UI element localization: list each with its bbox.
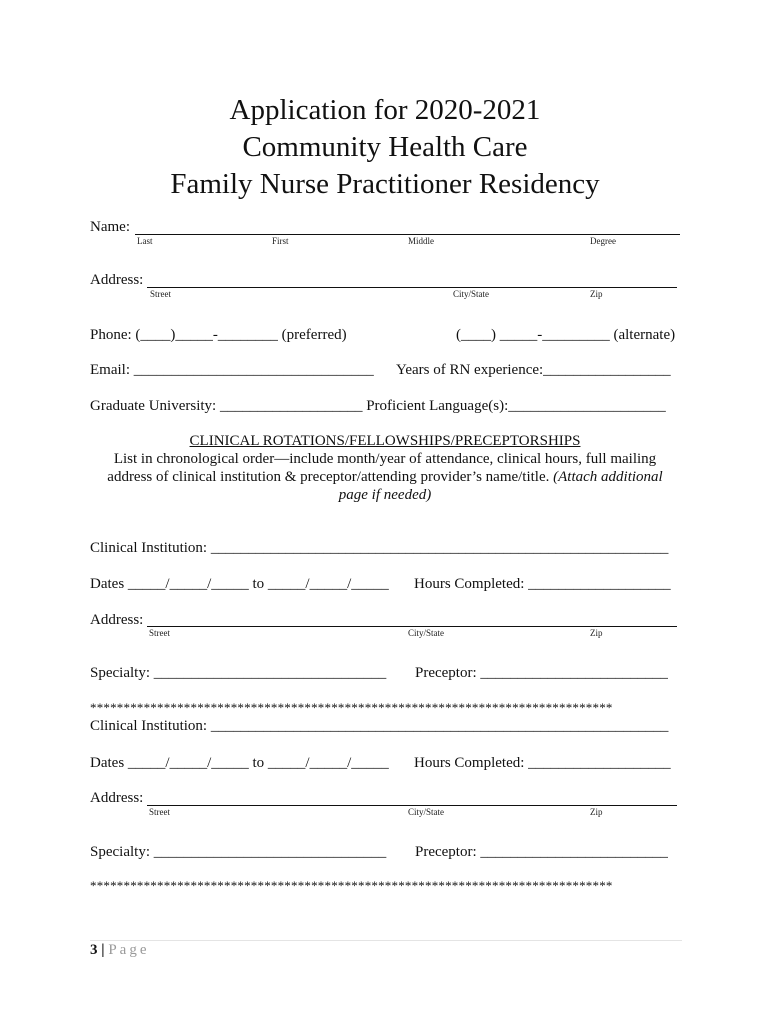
address-label: Address: — [90, 272, 144, 288]
clinical-institution-field-2[interactable]: Clinical Institution: _____________________________________________________________ — [90, 718, 669, 734]
form-title-line-2: Community Health Care — [242, 131, 528, 163]
footer-rule — [90, 940, 682, 941]
form-title-line-3: Family Nurse Practitioner Residency — [170, 168, 600, 200]
rotations-instructions-line-1: List in chronological order—include month/year of attendance, clinical hours, full mailing — [113, 451, 657, 467]
clinical-institution-field-1[interactable]: Clinical Institution: _____________________________________________________________ — [90, 540, 669, 556]
address-sub-street: Street — [150, 289, 171, 299]
hours-completed-field-2[interactable]: Hours Completed: ___________________ — [414, 755, 671, 771]
name-sub-last: Last — [137, 236, 153, 246]
rotations-heading: CLINICAL ROTATIONS/FELLOWSHIPS/PRECEPTORSHIPS — [189, 433, 581, 449]
address-sub-street-2: Street — [149, 807, 170, 817]
name-field[interactable] — [135, 234, 680, 235]
rotations-instructions-line-2 — [0, 468, 770, 486]
separator-1: ****************************************************************************** — [90, 700, 613, 715]
address-field-1[interactable] — [147, 626, 677, 627]
attach-note: (Attach additional — [553, 469, 663, 485]
address-field-2[interactable] — [147, 805, 677, 806]
address-sub-city: City/State — [453, 289, 489, 299]
preceptor-field-2[interactable]: Preceptor: _________________________ — [415, 844, 668, 860]
page-footer — [90, 942, 149, 959]
preceptor-field-1[interactable]: Preceptor: _________________________ — [415, 665, 668, 681]
rotations-instructions-text: address of clinical institution & preceptor/attending provider’s name/title. — [107, 469, 554, 485]
separator-2: ****************************************************************************** — [90, 878, 613, 893]
address-sub-street-1: Street — [149, 628, 170, 638]
name-label: Name: — [90, 219, 130, 235]
address-label-1: Address: — [90, 612, 144, 628]
specialty-field-1[interactable]: Specialty: _______________________________ — [90, 665, 387, 681]
address-label-2: Address: — [90, 790, 144, 806]
address-sub-zip-1: Zip — [590, 628, 603, 638]
hours-completed-field-1[interactable]: Hours Completed: ___________________ — [414, 576, 671, 592]
dates-field-2[interactable]: Dates _____/_____/_____ to _____/_____/_____ — [90, 755, 389, 771]
address-sub-city-2: City/State — [408, 807, 444, 817]
name-sub-degree: Degree — [590, 236, 616, 246]
address-sub-zip: Zip — [590, 289, 603, 299]
university-language-fields[interactable]: Graduate University: ___________________ Proficient Language(s):_____________________ — [90, 398, 666, 414]
dates-field-1[interactable]: Dates _____/_____/_____ to _____/_____/_____ — [90, 576, 389, 592]
specialty-field-2[interactable]: Specialty: _______________________________ — [90, 844, 387, 860]
address-field[interactable] — [147, 287, 677, 288]
address-sub-zip-2: Zip — [590, 807, 603, 817]
form-title-line-1: Application for 2020-2021 — [229, 94, 541, 126]
attach-note-continued: page if needed) — [338, 487, 432, 503]
page-separator: | — [97, 942, 109, 958]
name-sub-first: First — [272, 236, 289, 246]
email-field[interactable]: Email: ________________________________ — [90, 362, 374, 378]
page-number: 3 — [90, 942, 98, 958]
name-sub-middle: Middle — [408, 236, 434, 246]
rn-experience-field[interactable]: Years of RN experience:_________________ — [396, 362, 671, 378]
phone-preferred-field[interactable]: Phone: (____)_____-________ (preferred) — [90, 327, 347, 343]
phone-alternate-field[interactable]: (____) _____-_________ (alternate) — [456, 327, 676, 343]
page-label: Page — [108, 942, 150, 958]
address-sub-city-1: City/State — [408, 628, 444, 638]
